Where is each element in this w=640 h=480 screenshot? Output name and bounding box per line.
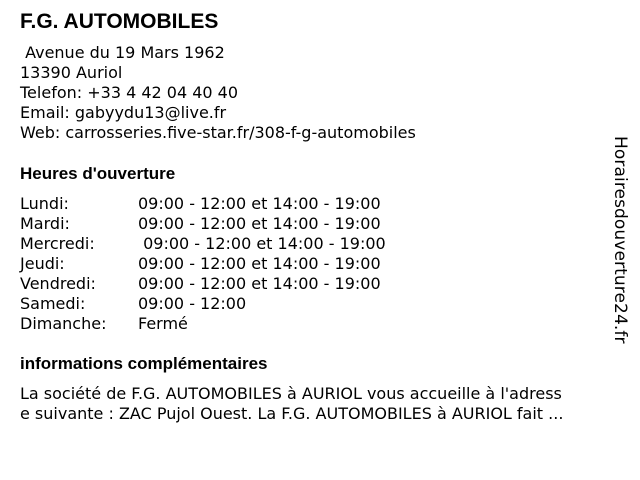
hours-row-thursday xyxy=(20,254,386,274)
hours-row-saturday xyxy=(20,294,386,314)
site-watermark: Horairesdouverture24.fr xyxy=(610,136,630,344)
time-value: 09:00 - 12:00 et 14:00 - 19:00 xyxy=(138,274,381,293)
contact-block xyxy=(20,43,416,143)
time-value: 09:00 - 12:00 et 14:00 - 19:00 xyxy=(138,254,381,273)
phone-line: Telefon: +33 4 42 04 40 40 xyxy=(20,83,239,102)
day-label: Dimanche: xyxy=(20,314,107,333)
day-label: Mercredi: xyxy=(20,234,95,253)
hours-heading: Heures d'ouverture xyxy=(20,164,176,183)
time-value: 09:00 - 12:00 xyxy=(138,294,247,313)
time-value: 09:00 - 12:00 et 14:00 - 19:00 xyxy=(138,194,381,213)
day-label: Lundi: xyxy=(20,194,69,213)
email-line: Email: gabyydu13@live.fr xyxy=(20,103,227,122)
day-label: Samedi: xyxy=(20,294,86,313)
hours-table xyxy=(20,194,386,334)
web-line: Web: carrosseries.five-star.fr/308-f-g-automobiles xyxy=(20,123,416,142)
hours-row-wednesday xyxy=(20,234,386,254)
address-line-1: Avenue du 19 Mars 1962 xyxy=(20,43,225,62)
hours-row-sunday xyxy=(20,314,386,334)
hours-row-tuesday xyxy=(20,214,386,234)
hours-row-friday xyxy=(20,274,386,294)
hours-row-monday xyxy=(20,194,386,214)
info-line-1: La société de F.G. AUTOMOBILES à AURIOL vous accueille à l'adress xyxy=(20,384,562,403)
info-paragraph xyxy=(20,384,626,424)
info-line-2: e suivante : ZAC Pujol Ouest. La F.G. AUTOMOBILES à AURIOL fait ... xyxy=(20,404,564,423)
day-label: Mardi: xyxy=(20,214,70,233)
info-heading: informations complémentaires xyxy=(20,354,268,373)
time-value: 09:00 - 12:00 et 14:00 - 19:00 xyxy=(138,234,386,253)
time-value: Fermé xyxy=(138,314,188,333)
day-label: Jeudi: xyxy=(20,254,65,273)
address-line-2: 13390 Auriol xyxy=(20,63,123,82)
day-label: Vendredi: xyxy=(20,274,96,293)
business-name: F.G. AUTOMOBILES xyxy=(20,10,219,33)
time-value: 09:00 - 12:00 et 14:00 - 19:00 xyxy=(138,214,381,233)
